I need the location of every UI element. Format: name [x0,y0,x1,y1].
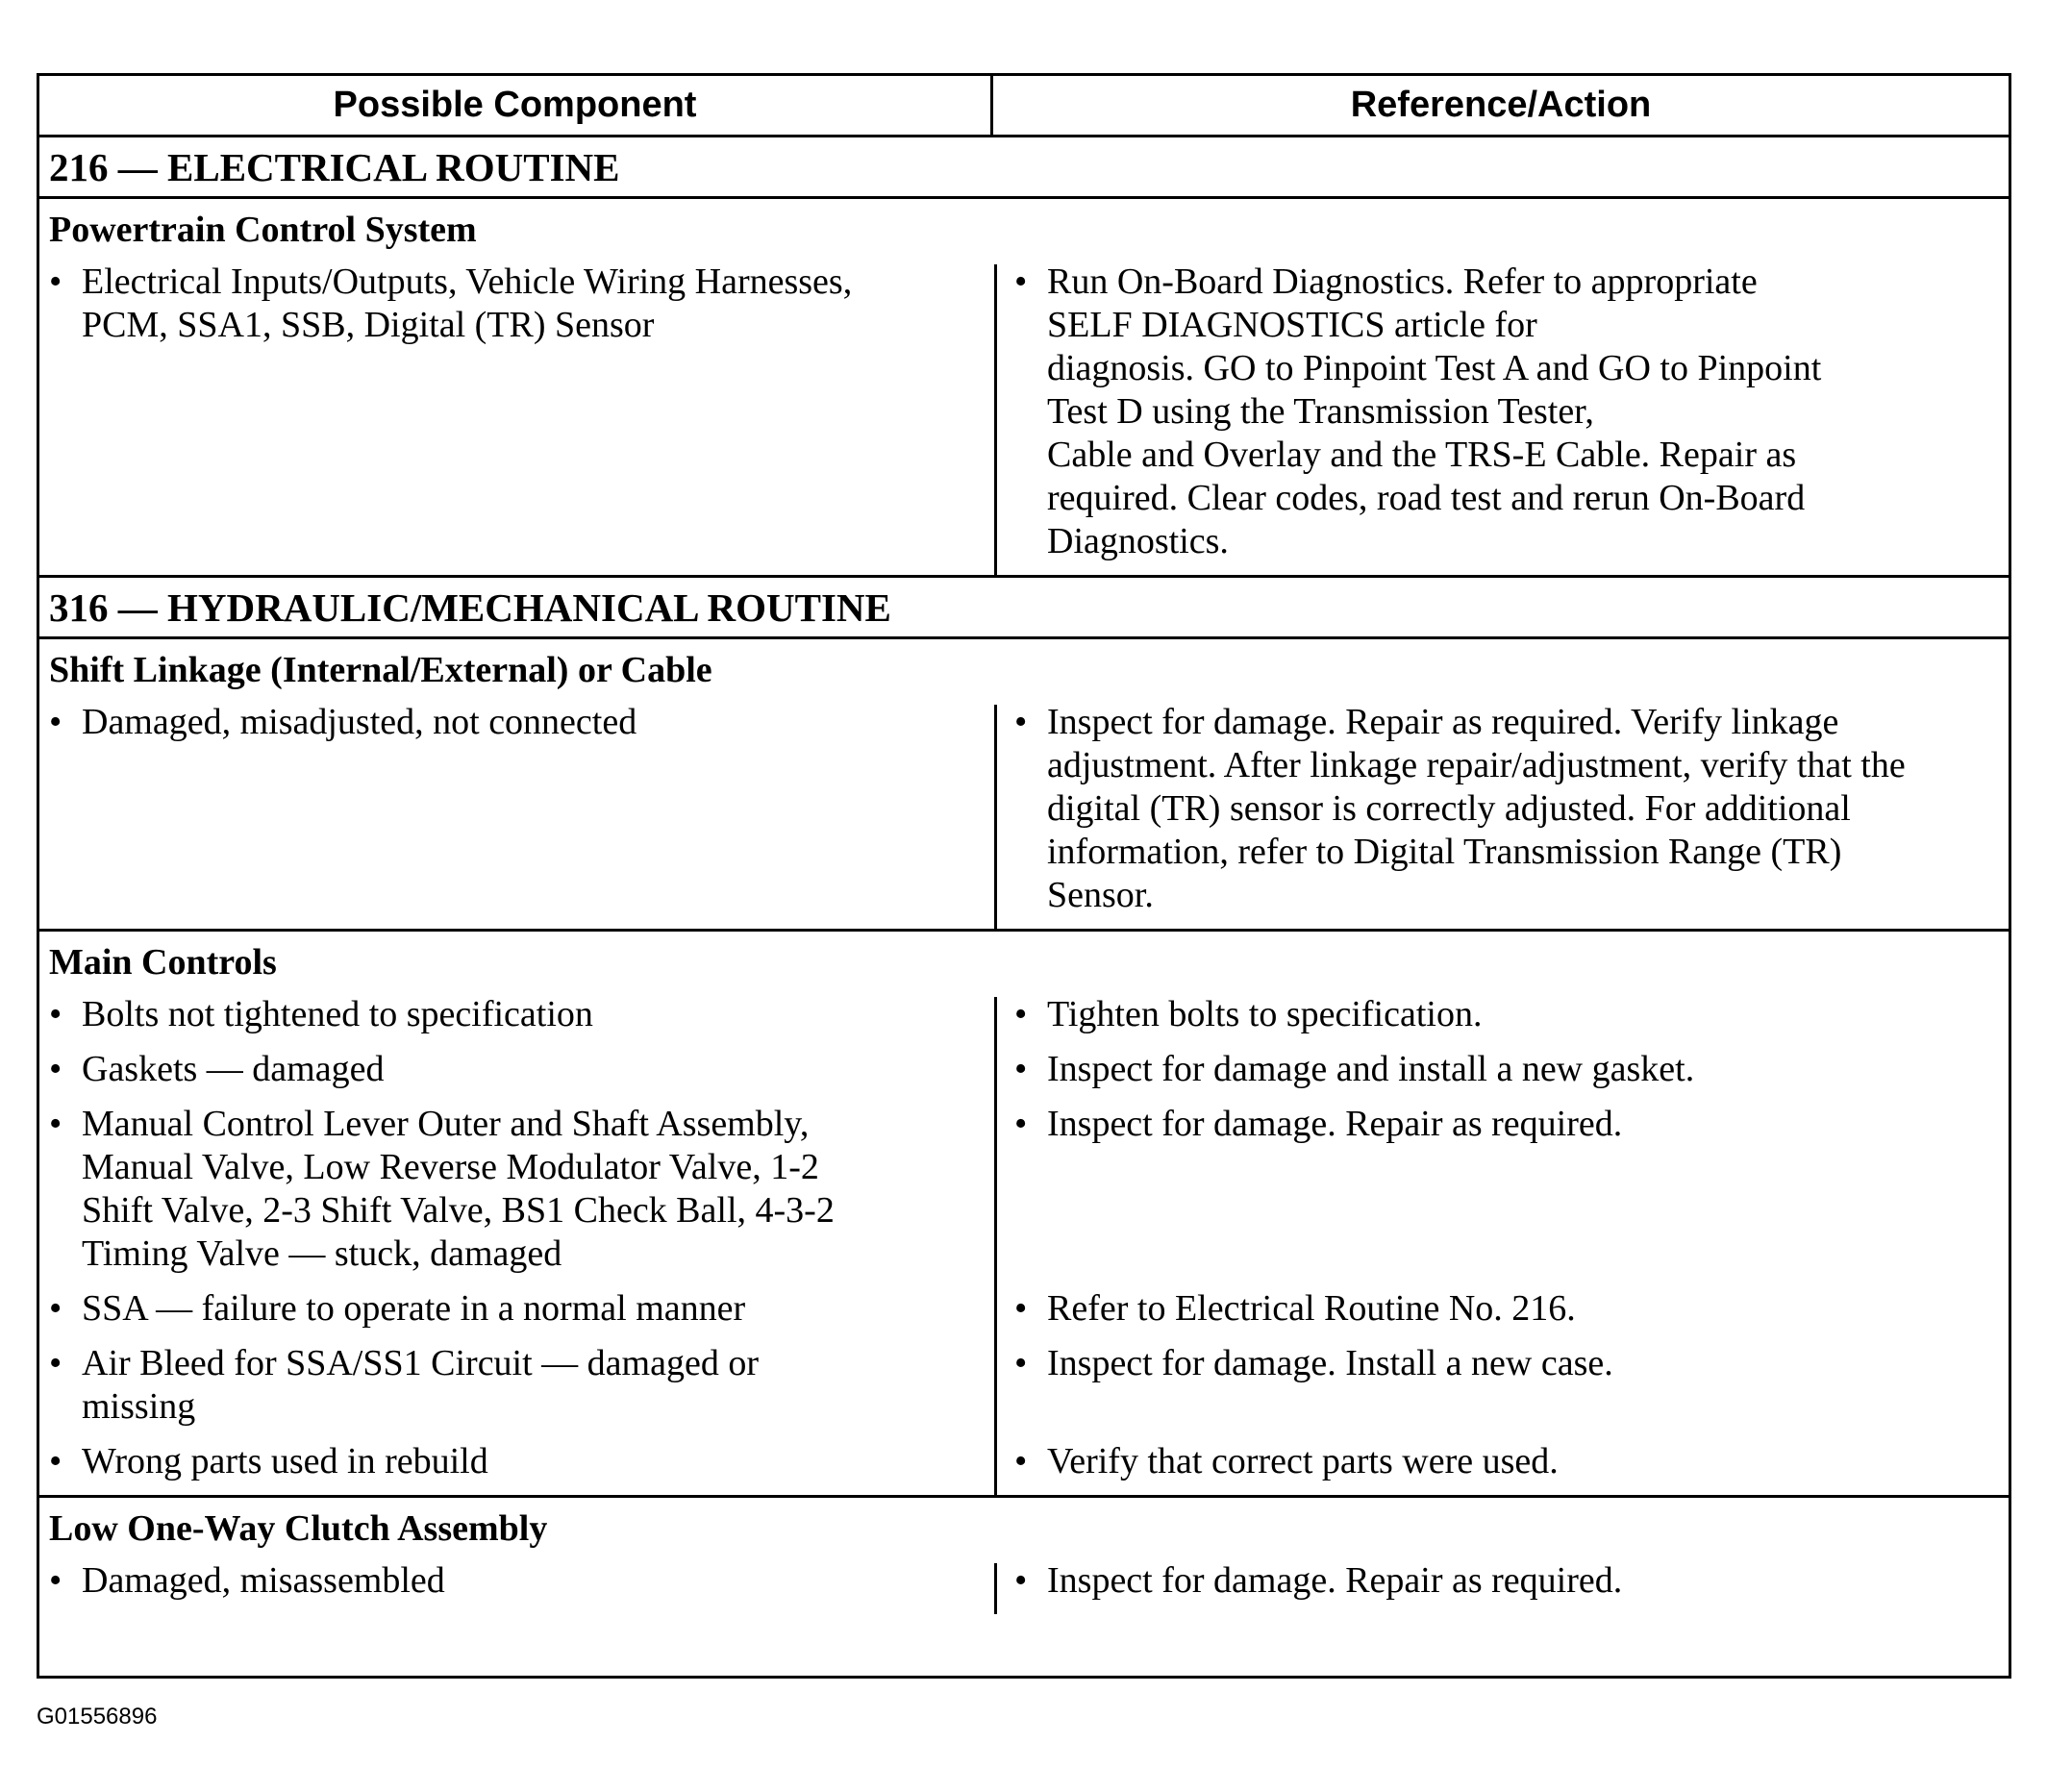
action-text: Inspect for damage. Install a new case. [1047,1343,1613,1383]
component-text: Manual Control Lever Outer and Shaft Assembly, Manual Valve, Low Reverse Modulator Valve, 1-2 Shift Valve, 2-3 Shift Valve, BS1 Check Ball, 4-3-2 Timing Valve — stuck, damaged [82,1104,835,1274]
component-cell [39,1103,993,1276]
action-cell [993,261,2009,563]
bullet-item [49,1440,974,1483]
component-text: Electrical Inputs/Outputs, Vehicle Wiring Harnesses, PCM, SSA1, SSB, Digital (TR) Sensor [82,261,853,345]
bullet-item [1014,1559,1999,1603]
table-row [39,1287,2009,1342]
bullet-item [49,261,974,347]
bullet-item [1014,261,1999,563]
section-title: 216 — ELECTRICAL ROUTINE [39,137,2009,199]
bullet-item [1014,1440,1999,1483]
table-row [39,1342,2009,1440]
bullet-icon: • [1014,1288,1028,1329]
action-text: Inspect for damage and install a new gasket. [1047,1049,1695,1089]
diagnosis-table [37,73,2011,1679]
component-cell [39,993,993,1036]
component-cell [39,1287,993,1331]
bullet-item [49,993,974,1036]
section-title: 316 — HYDRAULIC/MECHANICAL ROUTINE [39,578,2009,639]
table-row [39,1440,2009,1495]
component-text: Damaged, misassembled [82,1560,445,1601]
group-rows [39,1559,2009,1614]
action-cell [993,1342,2009,1429]
action-text: Verify that correct parts were used. [1047,1441,1559,1481]
component-cell [39,261,993,563]
component-text: SSA — failure to operate in a normal manner [82,1288,746,1329]
component-group [39,932,2009,1498]
action-cell [993,1559,2009,1603]
action-cell [993,1287,2009,1331]
action-cell [993,1103,2009,1276]
component-text: Wrong parts used in rebuild [82,1441,488,1481]
bullet-item [1014,701,1999,917]
bullet-item [49,1103,974,1276]
table-row [39,1559,2009,1614]
action-cell [993,701,2009,917]
bullet-item [49,1342,974,1429]
bullet-icon: • [1014,1049,1028,1089]
table-row [39,1048,2009,1103]
bullet-icon: • [1014,1560,1028,1601]
group-rows [39,701,2009,929]
table-body [39,137,2009,1614]
figure-id: G01556896 [37,1704,158,1730]
action-text: Inspect for damage. Repair as required. [1047,1104,1623,1144]
bullet-item [49,1287,974,1331]
component-cell [39,701,993,917]
group-title: Powertrain Control System [49,210,477,250]
table-row [39,261,2009,575]
bullet-item [1014,1048,1999,1091]
component-cell [39,1342,993,1429]
action-text: Tighten bolts to specification. [1047,994,1483,1034]
bullet-icon: • [49,1288,62,1329]
bullet-item [49,1559,974,1603]
bullet-icon: • [49,1104,62,1144]
header-action: Reference/Action [1350,85,1652,125]
action-text: Inspect for damage. Repair as required. [1047,1560,1623,1601]
group-rows [39,261,2009,575]
bullet-icon: • [1014,1441,1028,1481]
bullet-icon: • [1014,1104,1028,1144]
action-cell [993,993,2009,1036]
component-text: Air Bleed for SSA/SS1 Circuit — damaged or missing [82,1343,759,1427]
bullet-icon: • [49,1049,62,1089]
action-text: Run On-Board Diagnostics. Refer to appropriate SELF DIAGNOSTICS article for diagnosis. GO to Pinpoint Test A and GO to Pinpoint Test D using the Transmission Tester, Cable and Overlay and the TRS-E Cable. Repair as required. Clear codes, road test and rerun On-Board Diagnostics. [1047,261,1822,561]
bullet-icon: • [49,1560,62,1601]
bullet-icon: • [1014,1343,1028,1383]
bullet-item [1014,1103,1999,1146]
table-row [39,1103,2009,1287]
action-cell [993,1440,2009,1483]
component-group [39,639,2009,932]
bullet-item [1014,993,1999,1036]
bullet-icon: • [49,1441,62,1481]
table-row [39,701,2009,929]
bullet-icon: • [49,261,62,302]
bullet-icon: • [1014,994,1028,1034]
group-title: Low One-Way Clutch Assembly [49,1508,548,1549]
component-cell [39,1559,993,1603]
bullet-icon: • [49,1343,62,1383]
table-header [39,76,2009,137]
action-text: Inspect for damage. Repair as required. Verify linkage adjustment. After linkage repair/adjustment, verify that the digital (TR) sensor is correctly adjusted. For additional information, refer to Digital Transmission Range (TR) Sensor. [1047,702,1906,915]
bullet-item [1014,1287,1999,1331]
bullet-item [49,701,974,744]
component-cell [39,1440,993,1483]
component-group [39,1498,2009,1614]
group-title: Main Controls [49,942,277,983]
bullet-icon: • [49,702,62,742]
header-component: Possible Component [39,76,993,135]
group-title: Shift Linkage (Internal/External) or Cable [49,650,712,690]
component-text: Bolts not tightened to specification [82,994,593,1034]
bullet-item [49,1048,974,1091]
action-text: Refer to Electrical Routine No. 216. [1047,1288,1576,1329]
action-cell [993,1048,2009,1091]
bullet-icon: • [1014,702,1028,742]
component-group [39,199,2009,578]
group-rows [39,993,2009,1495]
bullet-icon: • [49,994,62,1034]
component-text: Damaged, misadjusted, not connected [82,702,637,742]
table-row [39,993,2009,1048]
component-cell [39,1048,993,1091]
bullet-item [1014,1342,1999,1385]
component-text: Gaskets — damaged [82,1049,385,1089]
bullet-icon: • [1014,261,1028,302]
